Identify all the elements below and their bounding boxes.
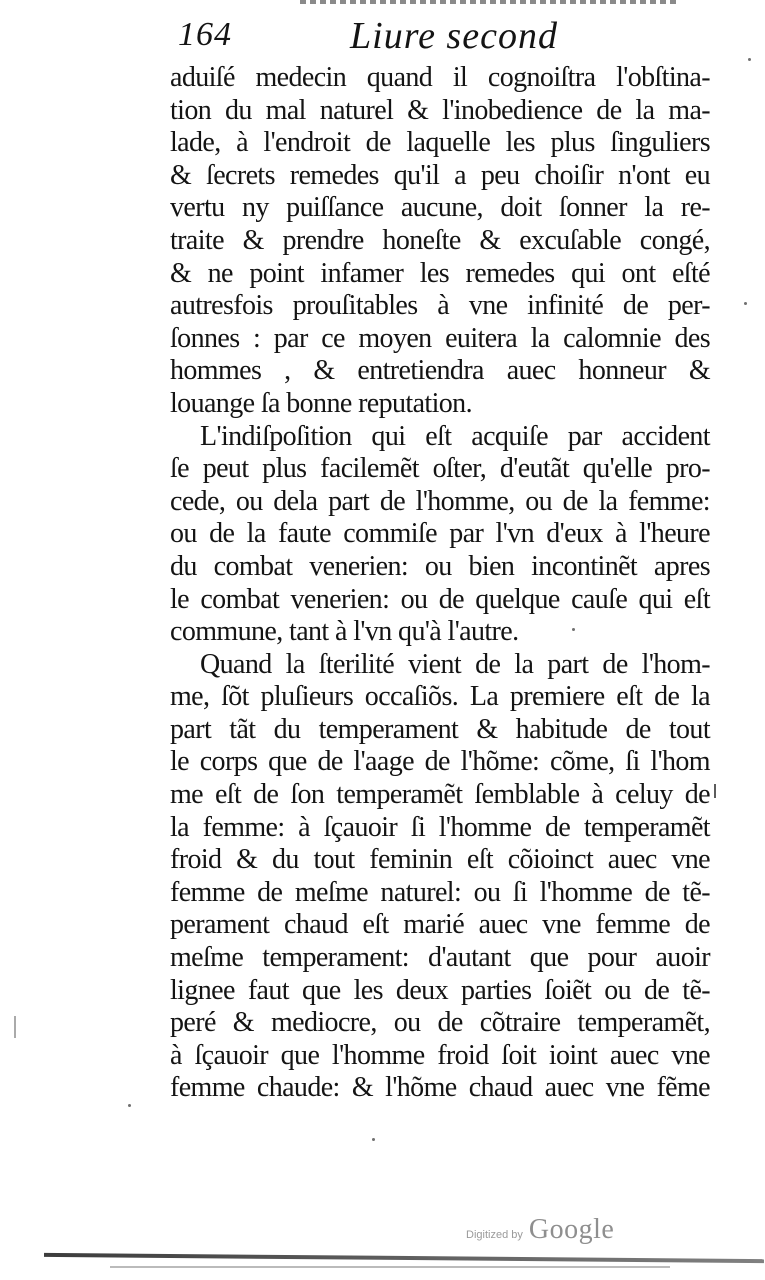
running-head [178,14,718,58]
text-line: froid & du tout feminin eſt cõioinct auec vne [170,844,710,876]
text-line: me, ſõt pluſieurs occaſiõs. La premiere eſt de la [170,681,710,713]
ink-speck [744,302,747,305]
text-line: du combat venerien: ou bien incontinẽt apres [170,550,710,582]
text-line: perament chaud eſt marié auec vne femme de [170,909,710,941]
body-text [170,62,710,1105]
text-line: femme chaude: & l'hõme chaud auec vne fẽme [170,1072,710,1104]
top-edge-rule [300,0,680,4]
ink-speck [748,58,751,61]
text-line: traite & prendre honeſte & excuſable congé, [170,224,710,256]
paragraph [170,62,710,421]
running-title: Liure second [350,15,558,57]
text-line: à ſçauoir que l'homme froid ſoit ioint auec vne [170,1039,710,1071]
digitized-label: Digitized by [466,1229,523,1241]
google-logo: Google [528,1214,615,1245]
text-line: meſme temperament: d'autant que pour auoir [170,942,710,974]
text-line: hommes , & entretiendra auec honneur & [170,355,710,387]
text-line: le corps que de l'aage de l'hõme: cõme, ſi l'hom [170,746,710,778]
text-line: L'indiſpoſition qui eſt acquiſe par accident [200,420,710,452]
text-line: autresfois prouſitables à vne infinité de per- [170,290,710,322]
bottom-edge-rule [44,1253,764,1263]
text-line: ſe peut plus facilemẽt oſter, d'eutãt qu'elle pro- [170,453,710,485]
paragraph [170,421,710,649]
ink-speck [572,628,575,631]
text-line: ſonnes : par ce moyen euitera la calomnie des [170,322,710,354]
text-line: peré & mediocre, ou de cõtraire temperamẽt, [170,1007,710,1039]
text-line: ou de la faute commiſe par l'vn d'eux à l'heure [170,518,710,550]
bottom-edge-rule [110,1266,670,1268]
text-line: lade, à l'endroit de laquelle les plus ſinguliers [170,127,710,159]
text-line: & ne point infamer les remedes qui ont eſté [170,257,710,289]
text-line: la femme: à ſçauoir ſi l'homme de temperamẽt [170,811,710,843]
text-line: femme de meſme naturel: ou ſi l'homme de tẽ- [170,876,710,908]
text-line: Quand la ſterilité vient de la part de l'hom- [200,648,710,680]
paragraph [170,649,710,1105]
text-line: part tãt du temperament & habitude de tout [170,713,710,745]
text-line: aduiſé medecin quand il cognoiſtra l'obſtina- [170,62,710,93]
text-line: & ſecrets remedes qu'il a peu choiſir n'ont eu [170,159,710,191]
text-line: louange ſa bonne reputation. [170,387,472,419]
digitized-watermark [466,1214,614,1246]
ink-speck [128,1104,131,1107]
text-line: tion du mal naturel & l'inobedience de la ma- [170,94,710,126]
text-line: vertu ny puiſſance aucune, doit ſonner la re- [170,192,710,224]
page-number: 164 [178,16,232,53]
text-line: commune, tant à l'vn qu'à l'autre. [170,616,519,648]
text-line: lignee faut que les deux parties ſoiẽt ou de tẽ- [170,974,710,1006]
text-line: le combat venerien: ou de quelque cauſe qui eſt [170,583,710,615]
text-line: cede, ou dela part de l'homme, ou de la femme: [170,485,710,517]
text-line: me eſt de ſon temperamẽt ſemblable à celuy de [170,779,710,811]
ink-speck [372,1138,375,1141]
margin-mark [714,784,716,798]
margin-mark [14,1016,16,1038]
